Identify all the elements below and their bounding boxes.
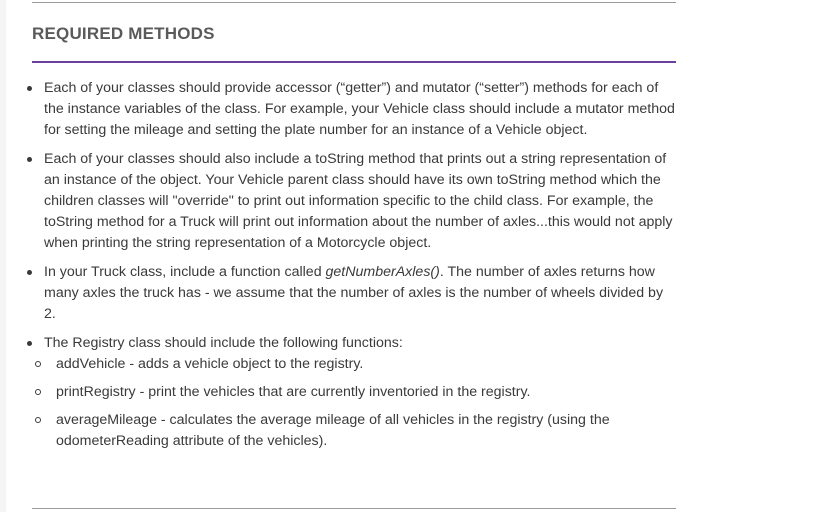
bottom-divider [32,508,676,509]
requirements-list-container [6,78,676,460]
list-item-accessors [6,78,676,141]
function-name-get-number-axles: getNumberAxles() [325,264,440,280]
document-page [6,0,836,512]
list-item-text-before: In your Truck class, include a function called [44,264,326,280]
list-item-registry [6,333,676,452]
bullet-icon [27,341,32,346]
list-item-truck-axles [6,262,676,325]
hollow-bullet-icon [35,389,41,395]
hollow-bullet-icon [35,417,41,423]
hollow-bullet-icon [35,361,41,367]
sub-item-text: averageMileage - calculates the average mileage of all vehicles in the registry (using the odometerReading attribute of the vehicles). [56,412,610,449]
sub-item-text: printRegistry - print the vehicles that are currently inventoried in the registry. [56,384,531,400]
list-item-text: Each of your classes should also include a toString method that prints out a string representation of an instance of the object. Your Vehicle parent class should have its own toString method which the children classes will "override" to print out information specific to the child class. For example, the toString method for a Truck will print out information about the number of axles...this would not apply when printing the string representation of a Motorcycle object. [44,151,673,251]
registry-functions-list [32,354,676,452]
list-item-text: Each of your classes should provide accessor (“getter”) and mutator (“setter”) methods for each of the instance variables of the class. For example, your Vehicle class should include a mutator method for setting the mileage and setting the plate number for an instance of a Vehicle object. [44,80,675,138]
list-item-text: The Registry class should include the following functions: [44,335,403,351]
top-divider [32,2,676,3]
list-item-text-after: . The number of axles returns how many axles the truck has - we assume that the number of axles is the number of wheels divided by 2. [44,264,664,322]
list-item-tostring [6,149,676,254]
sub-item-average-mileage [32,410,676,452]
bullet-icon [27,270,32,275]
requirements-list [6,78,676,452]
sub-item-print-registry [32,382,676,403]
bullet-icon [27,157,32,162]
section-heading: REQUIRED METHODS [32,24,215,43]
sub-item-text: addVehicle - adds a vehicle object to the registry. [56,356,364,372]
bullet-icon [27,86,32,91]
heading-underline [32,61,676,63]
sub-item-add-vehicle [32,354,676,375]
